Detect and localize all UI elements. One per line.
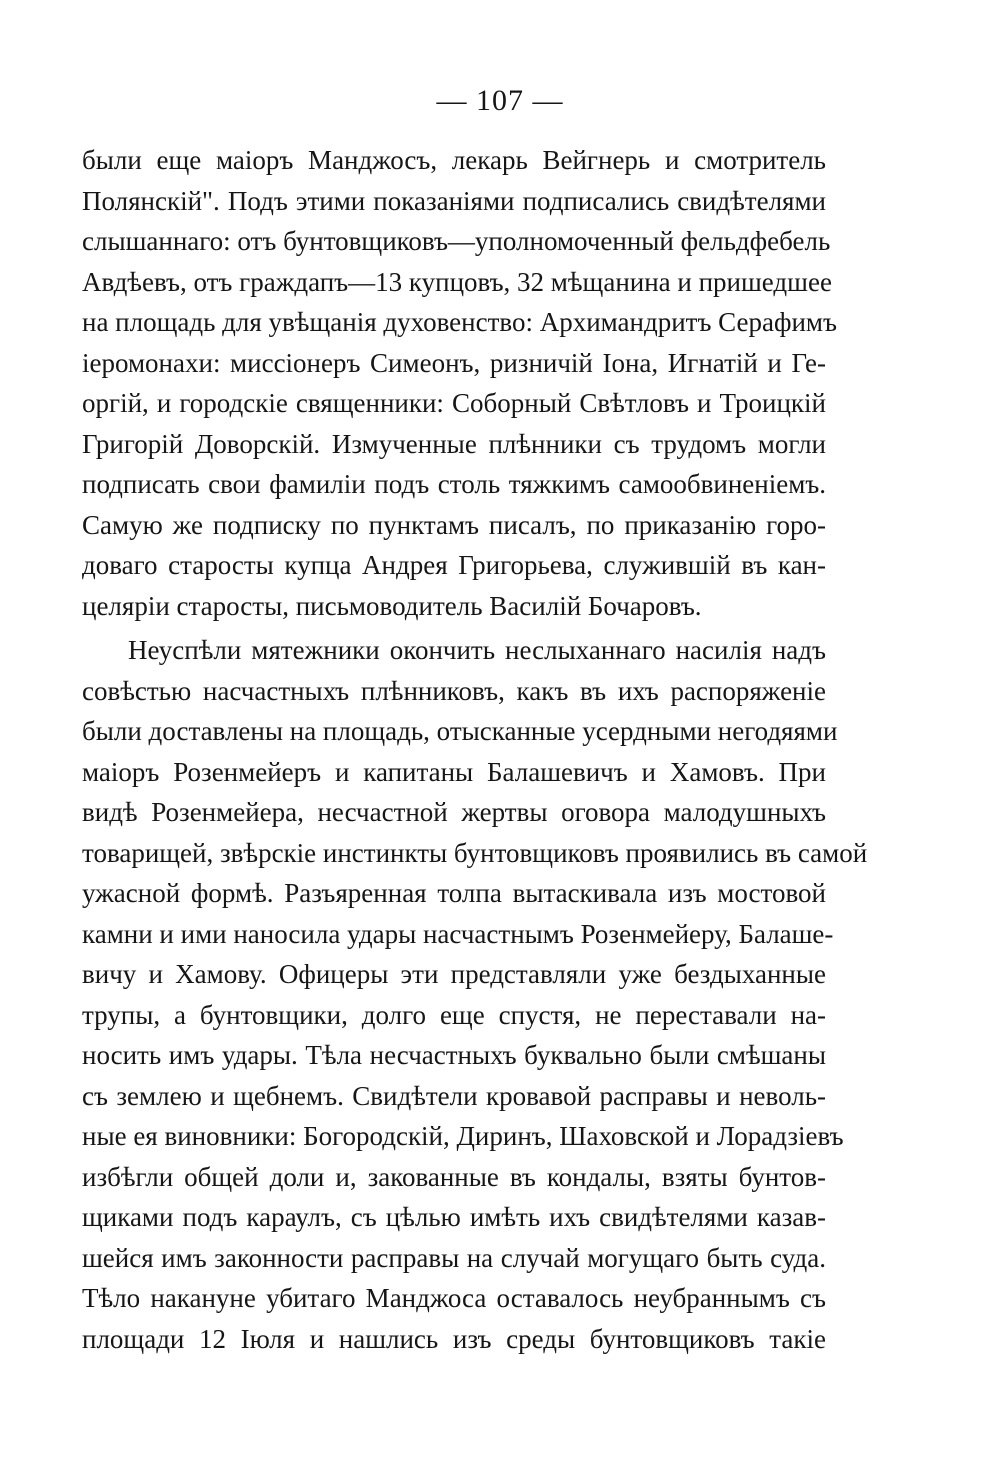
text-line: іеромонахи: миссіонеръ Симеонъ, ризничій Іона, Игнатій и Ге- bbox=[82, 347, 826, 378]
text-line: товарищей, звѣрскіе инстинкты бунтовщиковъ проявились въ самой bbox=[82, 837, 868, 868]
text-line: подписать свои фамиліи подъ столь тяжкимъ самообвиненіемъ. bbox=[82, 469, 826, 499]
text-line: на площадь для увѣщанія духовенство: Архимандритъ Серафимъ bbox=[82, 307, 837, 337]
text-line: щиками подъ караулъ, съ цѣлью имѣть ихъ свидѣтелями казав- bbox=[82, 1202, 826, 1232]
text-line: оргій, и городскіе священники: Соборный Свѣтловъ и Троицкій bbox=[82, 388, 826, 418]
text-line: Тѣло накануне убитаго Манджоса оставалось неубраннымъ съ bbox=[82, 1283, 826, 1313]
text-line: избѣгли общей доли и, закованные въ кондалы, взяты бунтов- bbox=[82, 1161, 826, 1192]
text-line: площади 12 Іюля и нашлись изъ среды бунтовщиковъ такіе bbox=[82, 1323, 826, 1354]
text-line: целяріи старосты, письмоводитель Василій Бочаровъ. bbox=[82, 590, 702, 621]
text-line: совѣстью насчастныхъ плѣнниковъ, какъ въ ихъ распоряженіе bbox=[82, 675, 826, 706]
text-line: видѣ Розенмейера, несчастной жертвы оговора малодушныхъ bbox=[82, 797, 826, 827]
text-line: съ землею и щебнемъ. Свидѣтели кровавой расправы и неволь- bbox=[82, 1080, 826, 1111]
text-line: носить имъ удары. Тѣла несчастныхъ буквально были смѣшаны bbox=[82, 1040, 826, 1070]
text-line: трупы, а бунтовщики, долго еще спустя, не переставали на- bbox=[82, 999, 826, 1030]
paragraph-1 bbox=[82, 140, 837, 626]
text-line: шейся имъ законности расправы на случай могущаго быть суда. bbox=[82, 1242, 826, 1273]
text-line: Полянскій". Подъ этими показаніями подписались свидѣтелями bbox=[82, 185, 826, 216]
text-line: слышаннаго: отъ бунтовщиковъ—уполномоченный фельдфебель bbox=[82, 226, 831, 256]
text-line: Авдѣевъ, отъ граждапъ—13 купцовъ, 32 мѣщанина и пришедшее bbox=[82, 266, 832, 297]
text-line: доваго старосты купца Андрея Григорьева, служившій въ кан- bbox=[82, 550, 826, 580]
text-line: маіоръ Розенмейеръ и капитаны Балашевичъ и Хамовъ. При bbox=[82, 756, 826, 787]
text-line: были доставлены на площадь, отысканные усердными негодяями bbox=[82, 716, 838, 746]
text-line: ужасной формѣ. Разъяренная толпа вытаскивала изъ мостовой bbox=[82, 878, 826, 908]
text-line: Самую же подписку по пунктамъ писалъ, по приказанію горо- bbox=[82, 509, 826, 540]
text-line: камни и ими наносила удары насчастнымъ Розенмейеру, Балаше- bbox=[82, 918, 834, 949]
text-line: вичу и Хамову. Офицеры эти представляли уже бездыханные bbox=[82, 959, 826, 989]
text-line: ные ея виновники: Богородскій, Диринъ, Шаховской и Лорадзіевъ bbox=[82, 1121, 844, 1151]
text-line: Неуспѣли мятежники окончить неслыханнаго насилія надъ bbox=[128, 635, 826, 665]
paragraph-2 bbox=[82, 630, 868, 1359]
text-line: были еще маіоръ Манджосъ, лекарь Вейгнерь и смотритель bbox=[82, 145, 826, 175]
page-number: — 107 — bbox=[436, 84, 564, 117]
text-line: Григорій Доворскій. Измученные плѣнники съ трудомъ могли bbox=[82, 428, 826, 459]
body-text bbox=[82, 140, 868, 1359]
